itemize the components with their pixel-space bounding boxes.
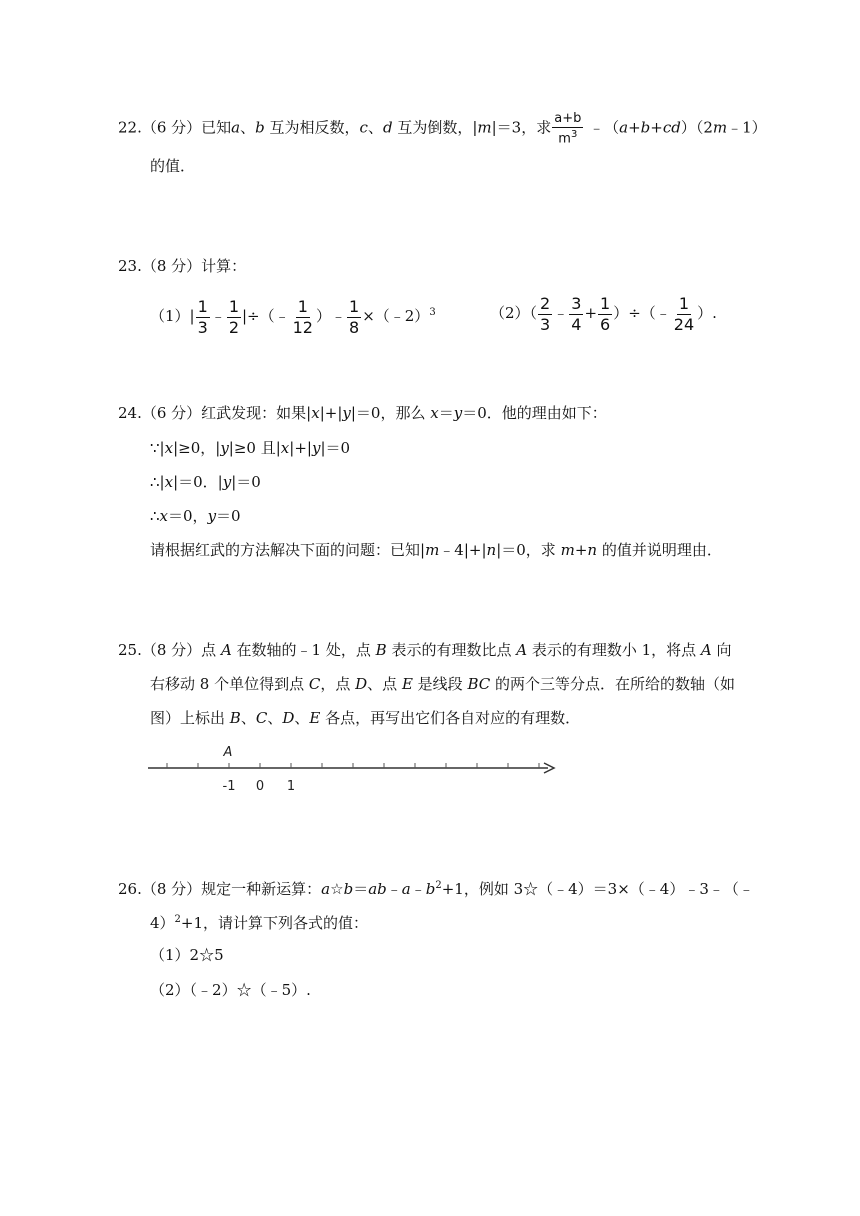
question-23-part1: （1）| $\frac{1}{3}$ ﹣ $\frac{1}{2}$ |÷（﹣ $\frac{1}{12}$ ）﹣ $\frac{1}{8}$ ×（﹣2）$^3$ [150, 296, 436, 337]
fraction: $\frac{1}{6}$ [600, 293, 611, 334]
fraction: $\frac{1}{8}$ [349, 296, 360, 337]
question-26-line2: 4）$^2$+1，请计算下列各式的值： [150, 914, 369, 932]
fraction: $\frac{1}{24}$ [673, 293, 695, 334]
fraction: $\frac{1}{12}$ [292, 296, 313, 337]
fraction: $\frac{2}{3}$ [540, 293, 551, 334]
question-22-line2: 的值． [150, 157, 196, 175]
question-26-part2: （2）（﹣2）☆（﹣5）. [150, 981, 311, 999]
point-a-label: A [223, 745, 233, 760]
question-25-line2: 右移动 8 个单位得到点 C，点 D、点 E 是线段 BC 的两个三等分点．在所给的数轴（如 [150, 675, 735, 693]
fraction: $\frac{3}{4}$ [571, 293, 582, 334]
fraction: $\frac{1}{2}$ [228, 296, 239, 337]
question-25-line3: 图）上标出 B、C、D、E 各点，再写出它们各自对应的有理数． [150, 709, 581, 727]
number-line-tick-label: 0 [255, 779, 265, 794]
question-22: 22.（6 分）已知a、b 互为相反数，c、d 互为倒数，|m|＝3，求 $\frac{a+b}{m^3}$ ﹣（a+b+cd）（2m﹣1） [118, 111, 767, 147]
question-25: 25.（8 分）点 A 在数轴的﹣1 处，点 B 表示的有理数比点 A 表示的有理数小 1，将点 A 向 [118, 641, 732, 659]
question-26-part1: （1）2☆5 [150, 946, 224, 964]
question-24-task: 请根据红武的方法解决下面的问题：已知|m﹣4|+|n|＝0，求 m+n 的值并说明理由． [150, 541, 722, 559]
question-24-reason-2: ∴|x|＝0．|y|＝0 [150, 473, 261, 491]
fraction-a-plus-b-over-m-cubed: $\frac{a+b}{m^3}$ [554, 111, 582, 147]
question-23-part2: （2）（ $\frac{2}{3}$ ﹣ $\frac{3}{4}$ + $\frac{1}{6}$ ）÷（﹣ $\frac{1}{24}$ ）. [490, 293, 717, 334]
question-23: 23.（8 分）计算： [118, 257, 247, 275]
question-24-reason-3: ∴x＝0，y＝0 [150, 507, 241, 525]
number-line-tick-label: -1 [222, 779, 236, 794]
question-24-reason-1: ∵|x|≥0，|y|≥0 且|x|+|y|＝0 [150, 439, 351, 457]
question-26: 26.（8 分）规定一种新运算：$a☆b=ab﹣a﹣b^2+1$，例如 3☆（﹣4）＝3×（﹣4）﹣3﹣（﹣ [118, 880, 754, 898]
fraction: $\frac{1}{3}$ [197, 296, 208, 337]
number-line-tick-label: 1 [286, 779, 296, 794]
question-24: 24.（6 分）红武发现：如果|x|+|y|＝0，那么 x＝y＝0．他的理由如下： [118, 404, 607, 422]
number-line [140, 740, 570, 800]
